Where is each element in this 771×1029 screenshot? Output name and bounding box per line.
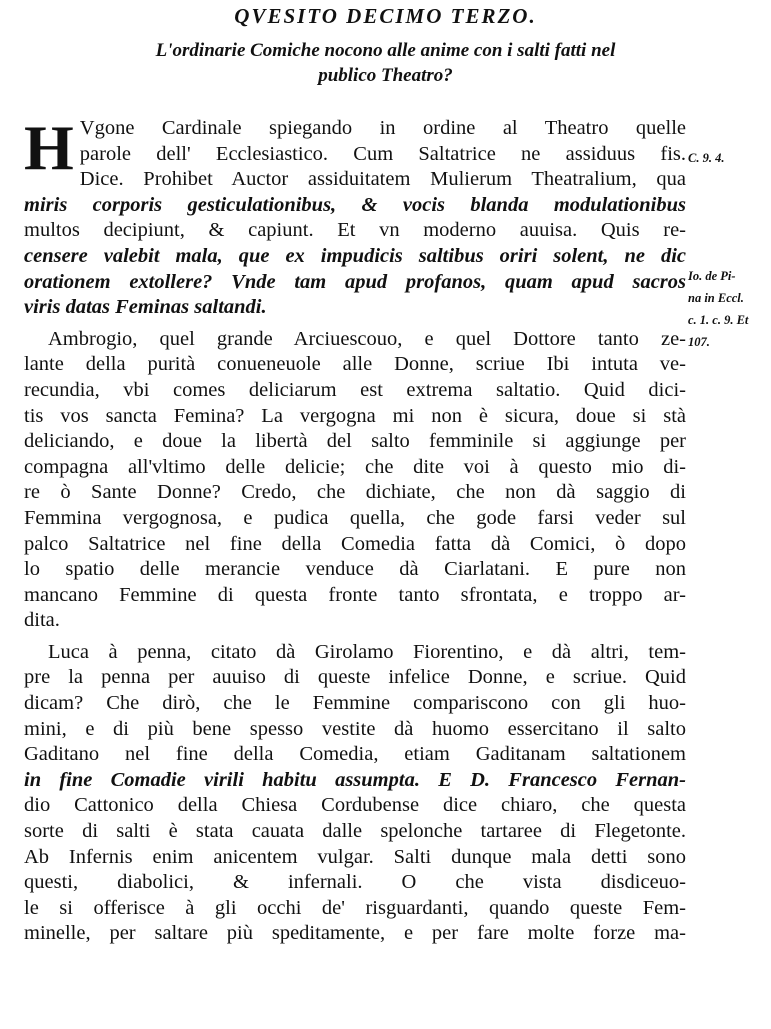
paragraph (24, 640, 686, 947)
margin-note: Io. de Pi- (688, 269, 736, 283)
margin-note: C. 9. 4. (688, 151, 725, 165)
subtitle-line: publico Theatro? (318, 65, 453, 86)
text-line: dicam? Che dirò, che le Femmine compariscono con gli huo- (24, 692, 686, 715)
chapter-heading: QVESITO DECIMO TERZO. (234, 4, 537, 28)
text-line: mancano Femmine di questa fronte tanto sfrontata, e troppo ar- (24, 583, 686, 606)
text-line: Ambrogio, quel grande Arciuescouo, e quel Dottore tanto ze- (48, 327, 686, 350)
text-line: dio Cattonico della Chiesa Cordubense dice chiaro, che questa (24, 794, 686, 817)
text-line: le si offerisce à gli occhi de' risguardanti, quando queste Fem- (24, 896, 686, 919)
text-line: Ab Infernis enim anicentem vulgar. Salti dunque mala detti sono (24, 845, 686, 868)
text-line: parole dell' Ecclesiastico. Cum Saltatrice ne assiduus fis. (79, 142, 686, 165)
text-line: Luca à penna, citato dà Girolamo Fiorentino, e dà altri, tem- (48, 640, 686, 663)
text-line: in fine Comadie virili habitu assumpta. E D. Francesco Fernan- (24, 768, 686, 791)
text-line: lante della purità conueneuole alle Donne, scriue Ibi intuta ve- (24, 353, 686, 376)
text-line: Dice. Prohibet Auctor assiduitatem Mulierum Theatralium, qua (79, 168, 686, 191)
text-line: censere valebit mala, que ex impudicis saltibus oriri solent, ne dic (24, 244, 686, 267)
text-line: palco Saltatrice nel fine della Comedia fatta dà Comici, ò dopo (24, 532, 686, 555)
text-line: orationem extollere? Vnde tam apud profanos, quam apud sacros (24, 270, 686, 293)
body-text (24, 112, 686, 947)
drop-cap: H (24, 112, 74, 183)
margin-note: c. 1. c. 9. Et (688, 313, 749, 327)
text-line: minelle, per saltare più speditamente, e per fare molte forze ma- (24, 922, 686, 945)
text-line: recundia, vbi comes deliciarum est extrema saltatio. Quid dici- (24, 378, 686, 401)
text-line: sorte di salti è stata cauata dalle spelonche tartaree di Flegetonte. (24, 820, 686, 843)
text-line: tis vos sancta Femina? La vergogna mi non è sicura, doue si stà (24, 404, 686, 427)
text-line: Vgone Cardinale spiegando in ordine al Theatro quelle (79, 117, 686, 139)
text-line: questi, diabolici, & infernali. O che vista disdiceuo- (24, 871, 686, 894)
text-line: viris datas Feminas saltandi. (24, 296, 267, 319)
margin-note: 107. (688, 335, 710, 349)
text-line: mini, e di più bene spesso vestite dà huomo essercitano il salto (24, 717, 686, 740)
text-line: Femmina vergognosa, e pudica quella, che gode farsi veder sul (24, 506, 686, 529)
text-line: lo spatio delle merancie venduce dà Ciarlatani. E pure non (24, 558, 686, 581)
margin-note: na in Eccl. (688, 291, 744, 305)
paragraph (24, 327, 686, 634)
text-line: deliciando, e doue la libertà del salto femminile si aggiunge per (24, 430, 686, 453)
text-line: compagna all'vltimo delle delicie; che dite voi à questo mio di- (24, 455, 686, 478)
subtitle-line: L'ordinarie Comiche nocono alle anime con i salti fatti nel (155, 40, 616, 61)
text-line: Gaditano nel fine della Comedia, etiam Gaditanam saltationem (24, 743, 686, 766)
text-line: dita. (24, 609, 60, 632)
text-line: multos decipiunt, & capiunt. Et vn moderno auuisa. Quis re- (24, 219, 686, 242)
text-line: pre la penna per auuiso di queste infelice Donne, e scriue. Quid (24, 666, 686, 689)
text-line: re ò Sante Donne? Credo, che dichiate, che non dà saggio di (24, 481, 686, 504)
paragraph (24, 112, 686, 321)
text-line: miris corporis gesticulationibus, & vocis blanda modulationibus (24, 193, 686, 216)
chapter-subtitle (0, 38, 771, 88)
